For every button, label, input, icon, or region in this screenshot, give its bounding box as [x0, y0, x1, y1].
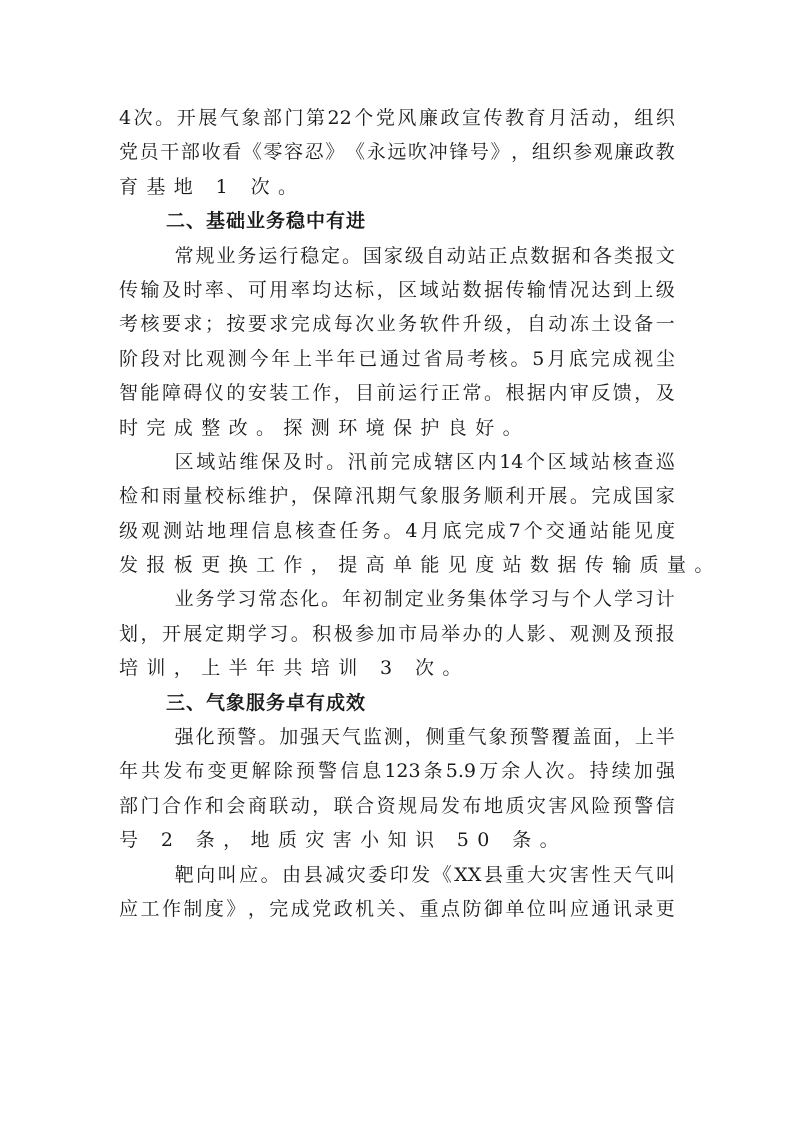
paragraph-regional-station-maintenance	[119, 445, 722, 583]
text-line	[119, 239, 675, 273]
text-line	[119, 514, 675, 548]
text-line: 育基地 1 次。	[119, 175, 306, 198]
text-line	[119, 789, 675, 823]
line-text: 业 务 学 习 常 态 化 。 年 初 制 定 业 务 集 体 学 习 与 个 人 学 习 计	[174, 588, 675, 611]
paragraph-targeted-response	[119, 858, 675, 927]
text-line: 时完成整改。探测环境保护良好。	[119, 416, 531, 439]
line-text: 靶 向 叫 应 。 由 县 减 灾 委 印 发 《 XX 县 重 大 灾 害 性 天 气 叫	[174, 863, 675, 886]
section-heading-2: 二、基础业务稳中有进	[166, 210, 367, 233]
paragraph-party-education	[119, 101, 675, 204]
text-line: 发报板更换工作，提高单能见度站数据传输质量。	[119, 554, 722, 577]
line-text: 划 ， 开 展 定 期 学 习 。 积 极 参 加 市 局 举 办 的 人 影 、 观 测 及 预 报	[119, 622, 675, 645]
line-text: 检 和 雨 量 校 标 维 护 ， 保 障 汛 期 气 象 服 务 顺 利 开 展 。 完 成 国 家	[119, 485, 675, 508]
text-line	[119, 892, 675, 926]
text-line	[119, 376, 675, 410]
line-text: 4 次 。 开 展 气 象 部 门 第 22 个 党 风 廉 政 宣 传 教 育 月 活 动 ， 组 织	[119, 107, 675, 129]
line-text: 级 观 测 站 地 理 信 息 核 查 任 务 。 4 月 底 完 成 7 个 交 通 站 能 见 度	[119, 519, 675, 542]
line-text: 年 共 发 布 变 更 解 除 预 警 信 息 123 条 5.9 万 余 人 次 。 持 续 加 强	[119, 760, 675, 783]
line-text: 区 域 站 维 保 及 时 。 汛 前 完 成 辖 区 内 14 个 区 域 站 核 查 巡	[174, 450, 675, 473]
paragraph-routine-operations	[119, 239, 675, 445]
line-text: 应 工 作 制 度 》 ， 完 成 党 政 机 关 、 重 点 防 御 单 位 叫 应 通 讯 录 更	[119, 897, 675, 920]
line-text: 智 能 障 碍 仪 的 安 装 工 作 ， 目 前 运 行 正 常 。 根 据 内 审 反 馈 ， 及	[119, 382, 675, 405]
text-line: 号 2 条，地质灾害小知识 50 条。	[119, 829, 568, 852]
text-line	[119, 135, 675, 169]
line-text: 党 员 干 部 收 看 《 零 容 忍 》 《 永 远 吹 冲 锋 号 》 ， 组 织 参 观 廉 政 教	[119, 141, 675, 164]
text-line	[119, 307, 675, 341]
document-page	[119, 101, 722, 926]
text-line	[119, 858, 675, 892]
text-line	[119, 445, 675, 479]
text-line	[119, 582, 675, 616]
line-text: 传 输 及 时 率 、 可 用 率 均 达 标 ， 区 域 站 数 据 传 输 情 况 达 到 上 级	[119, 278, 675, 301]
text-line	[119, 720, 675, 754]
paragraph-strengthen-warning	[119, 720, 675, 858]
text-line	[119, 342, 675, 376]
text-line	[119, 617, 675, 651]
line-text: 部 门 合 作 和 会 商 联 动 ， 联 合 资 规 局 发 布 地 质 灾 害 风 险 预 警 信	[119, 794, 675, 817]
line-text: 强 化 预 警 。 加 强 天 气 监 测 ， 侧 重 气 象 预 警 覆 盖 面 ， 上 半	[174, 726, 675, 749]
text-line	[119, 101, 675, 135]
text-line	[119, 479, 675, 513]
paragraph-business-learning	[119, 582, 675, 685]
section-heading-3: 三、气象服务卓有成效	[166, 691, 367, 714]
text-line: 培训，上半年共培训 3 次。	[119, 657, 470, 680]
text-line	[119, 273, 675, 307]
line-text: 考 核 要 求 ； 按 要 求 完 成 每 次 业 务 软 件 升 级 ， 自 动 冻 土 设 备 一	[119, 313, 675, 336]
text-line	[119, 754, 675, 788]
line-text: 阶 段 对 比 观 测 今 年 上 半 年 已 通 过 省 局 考 核 。 5 月 底 完 成 视 尘	[119, 347, 675, 370]
line-text: 常 规 业 务 运 行 稳 定 。 国 家 级 自 动 站 正 点 数 据 和 各 类 报 文	[174, 244, 675, 267]
